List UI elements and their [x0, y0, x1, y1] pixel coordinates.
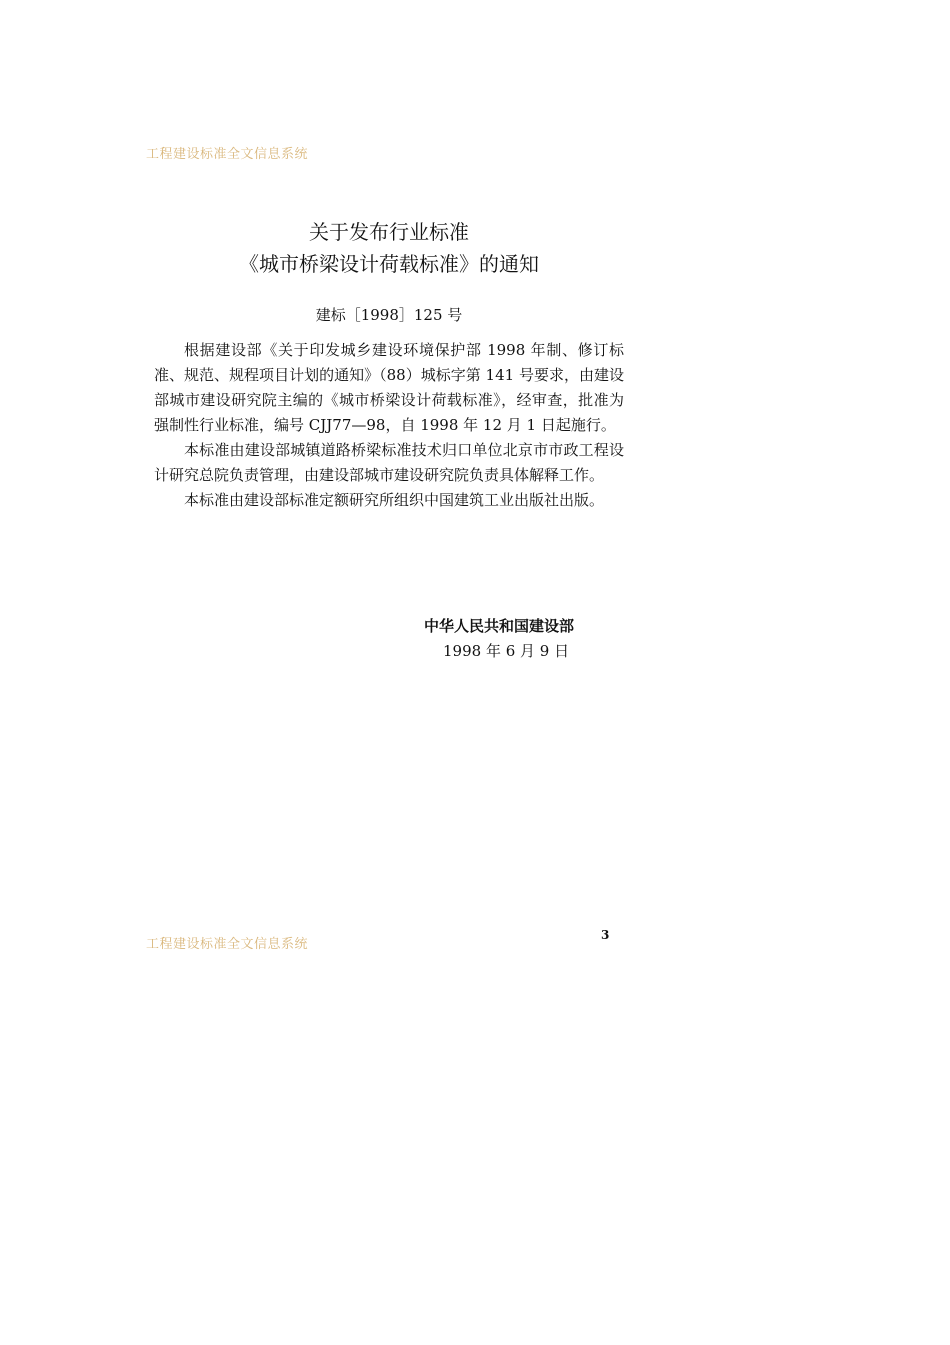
issue-date: 1998 年 6 月 9 日	[443, 642, 570, 660]
notice-title-line1: 关于发布行业标准	[309, 220, 469, 244]
watermark-top: 工程建设标准全文信息系统	[146, 147, 309, 162]
paragraph-3: 本标准由建设部标准定额研究所组织中国建筑工业出版社出版。	[184, 491, 605, 509]
notice-title-line2: 《城市桥梁设计荷载标准》的通知	[239, 252, 539, 276]
page-number: 3	[601, 928, 610, 942]
paragraph-2: 本标准由建设部城镇道路桥梁标准技术归口单位北京市市政工程设计研究总院负责管理，由建设部城市建设研究院负责具体解释工作。	[154, 441, 624, 484]
paragraph-1: 根据建设部《关于印发城乡建设环境保护部 1998 年制、修订标准、规范、规程项目计划的通知》（88）城标字第 141 号要求，由建设部城市建设研究院主编的《城市桥梁设计荷载标准》，经审查，批准为强制性行业标准，编号 CJJ77—98，自 1998 年 12 月 1 日起施行。	[154, 341, 624, 434]
watermark-bottom: 工程建设标准全文信息系统	[146, 937, 309, 952]
issuing-authority: 中华人民共和国建设部	[424, 617, 575, 635]
document-number: 建标［1998］125 号	[315, 306, 463, 324]
notice-body	[154, 338, 624, 513]
